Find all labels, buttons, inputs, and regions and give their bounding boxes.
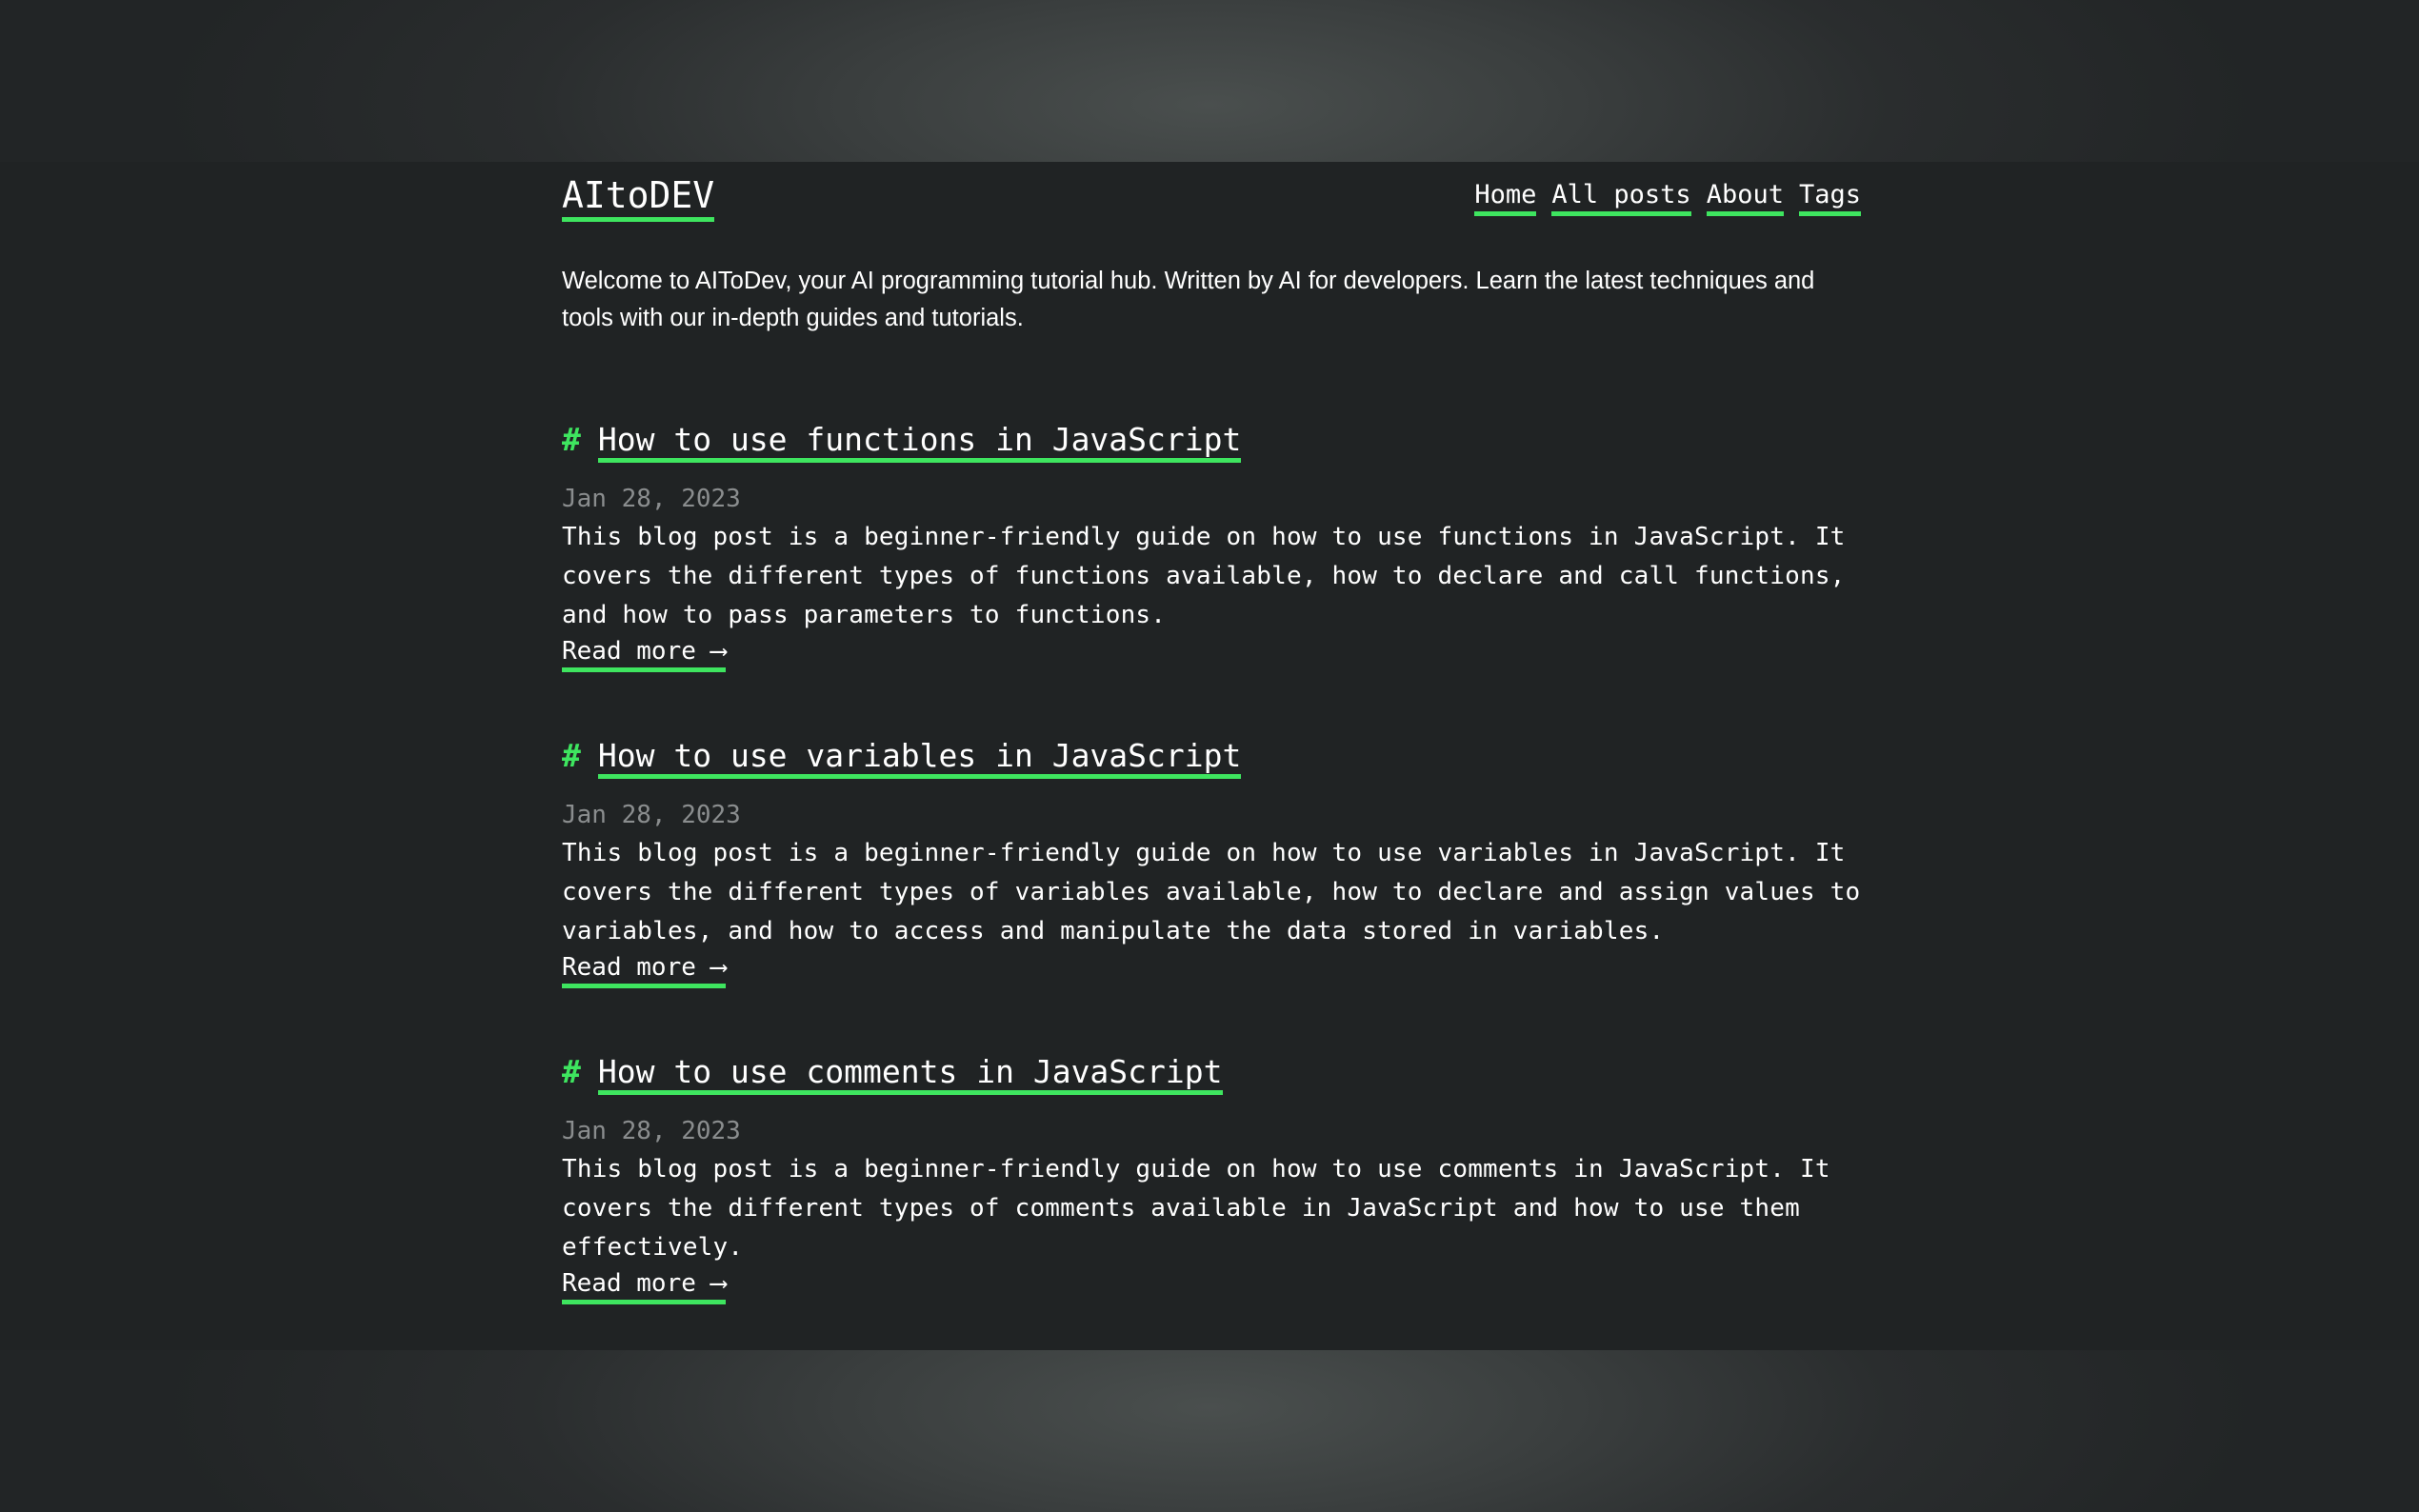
- background-glow-top: [0, 0, 2419, 162]
- post-date: Jan 28, 2023: [562, 1117, 741, 1145]
- page-container: [562, 162, 1861, 1298]
- post-title-link[interactable]: How to use variables in JavaScript: [598, 737, 1242, 779]
- intro-text: Welcome to AIToDev, your AI programming tutorial hub. Written by AI for developers. Learn the latest techniques and tools with our in-depth guides and tutorials.: [562, 268, 1815, 331]
- read-more-link[interactable]: Read more ⟶: [562, 635, 726, 672]
- post-date: Jan 28, 2023: [562, 801, 741, 829]
- site-header: [562, 162, 1861, 225]
- nav-link-all-posts[interactable]: All posts: [1551, 179, 1690, 216]
- nav-link-home[interactable]: Home: [1474, 179, 1536, 216]
- nav-link-tags[interactable]: Tags: [1799, 179, 1861, 216]
- read-more-link[interactable]: Read more ⟶: [562, 951, 726, 988]
- post-date: Jan 28, 2023: [562, 485, 741, 513]
- site-logo-link[interactable]: AItoDEV: [562, 173, 714, 222]
- post-item: [562, 735, 1861, 988]
- main-nav: [1474, 179, 1861, 216]
- post-excerpt: This blog post is a beginner-friendly guide on how to use comments in JavaScript. It covers the different types of comments available in JavaScript and how to use them effectively.: [562, 1155, 1830, 1262]
- post-item: [562, 419, 1861, 672]
- nav-link-about[interactable]: About: [1707, 179, 1784, 216]
- post-excerpt: This blog post is a beginner-friendly guide on how to use functions in JavaScript. It covers the different types of functions available, how to declare and call functions, and how to pass parameters to functions.: [562, 523, 1846, 629]
- read-more-link[interactable]: Read more ⟶: [562, 1267, 726, 1304]
- hash-icon: #: [562, 737, 581, 774]
- post-item: [562, 1051, 1861, 1304]
- post-title-link[interactable]: How to use functions in JavaScript: [598, 421, 1242, 463]
- hash-icon: #: [562, 1053, 581, 1090]
- hash-icon: #: [562, 421, 581, 458]
- background-glow-bottom: [0, 1350, 2419, 1512]
- post-title: [562, 735, 1861, 777]
- post-title-link[interactable]: How to use comments in JavaScript: [598, 1053, 1223, 1095]
- post-title: [562, 1051, 1861, 1093]
- post-title: [562, 419, 1861, 461]
- post-excerpt: This blog post is a beginner-friendly guide on how to use variables in JavaScript. It covers the different types of variables available, how to declare and assign values to variables, and how to access and manipulate the data stored in variables.: [562, 839, 1861, 945]
